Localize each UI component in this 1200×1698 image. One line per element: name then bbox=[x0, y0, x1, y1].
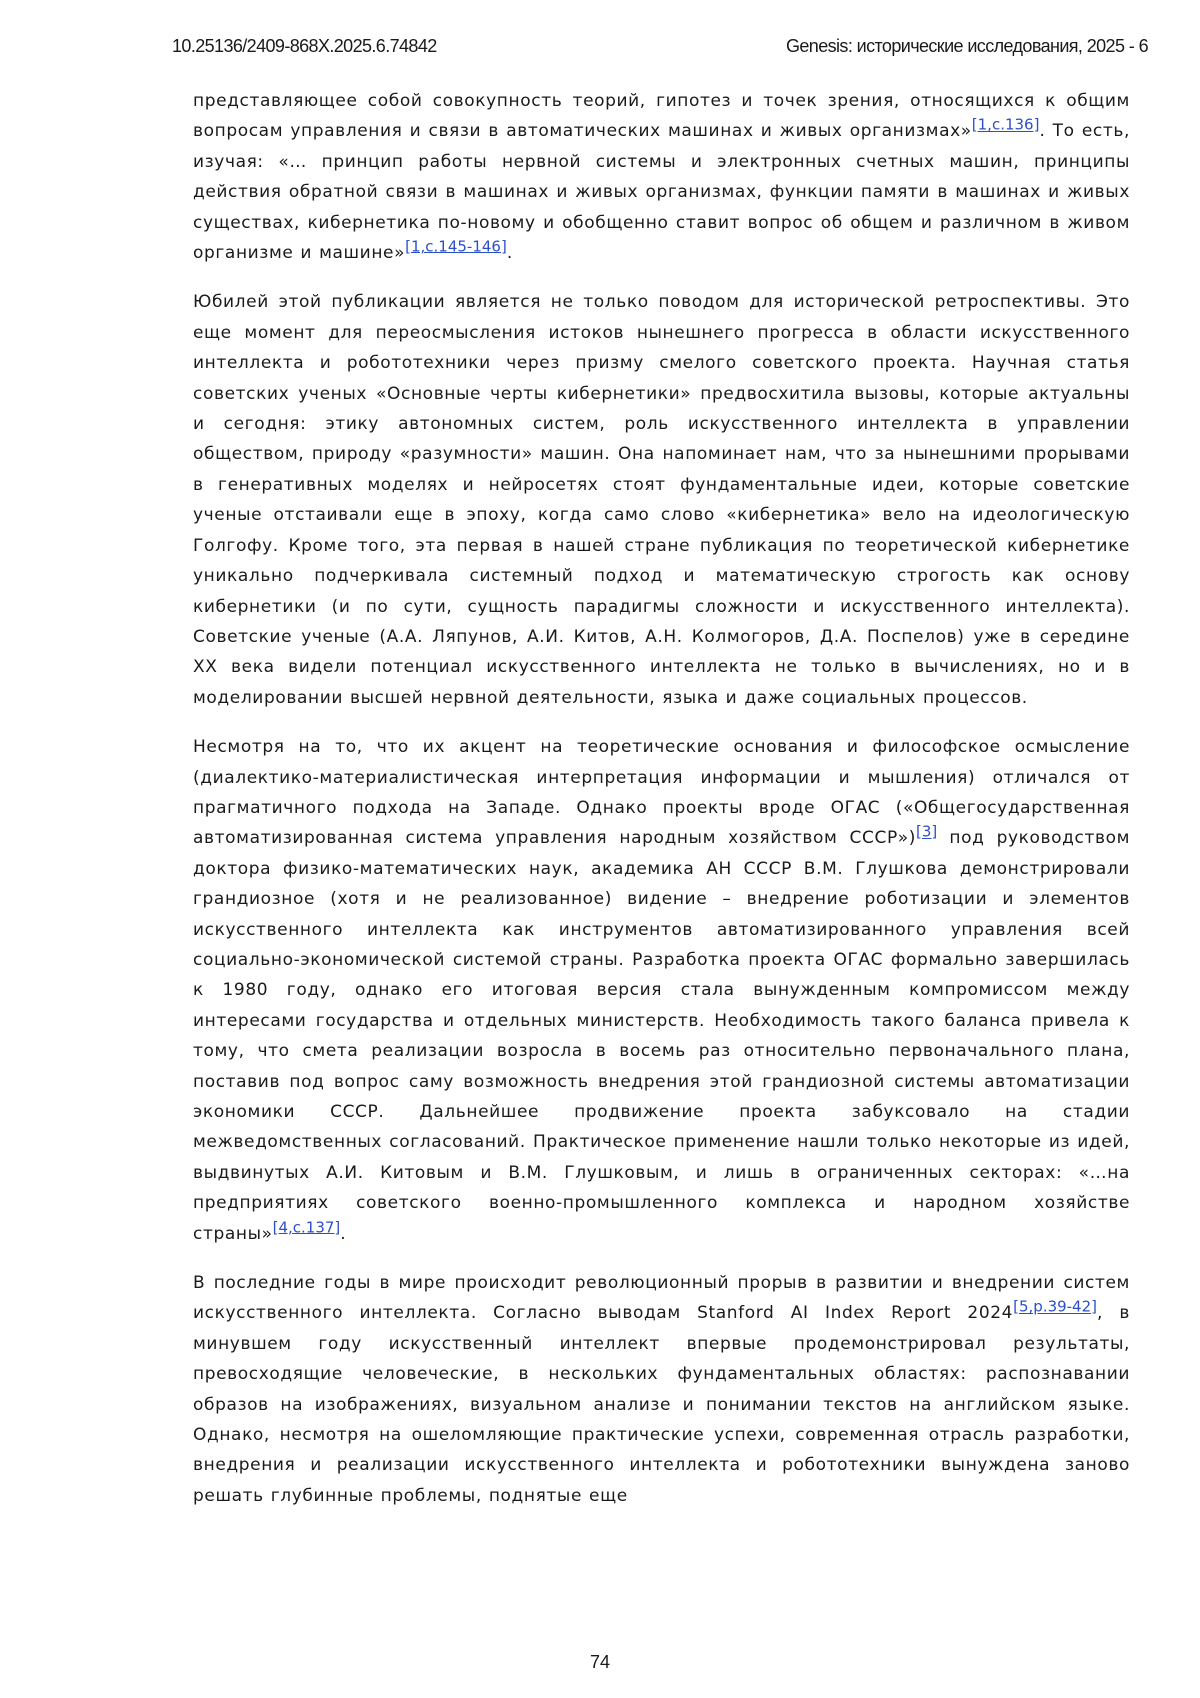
paragraph-2 bbox=[193, 287, 1130, 713]
paragraph-3 bbox=[193, 732, 1130, 1249]
citation-link[interactable]: [1,с.136] bbox=[971, 115, 1040, 134]
journal-header: Genesis: исторические исследования, 2025 - 6 bbox=[786, 36, 1148, 56]
citation-link[interactable]: [3] bbox=[916, 822, 938, 841]
page-number: 74 bbox=[589, 1652, 611, 1672]
paragraph-3-text-3: . bbox=[340, 1223, 347, 1244]
paragraph-1-text-2: . То есть, изучая: «… принцип работы нервной системы и электронных счетных машин, принципы действия обратной связи в машинах и живых организмах, функции памяти в машинах и живых существах, кибернетика по-новому и обобщенно ставит вопрос об общем и различном в живом организме и машине» bbox=[193, 121, 1130, 264]
citation-link[interactable]: [1,с.145-146] bbox=[405, 237, 507, 256]
paragraph-1 bbox=[193, 86, 1130, 268]
paragraph-4 bbox=[193, 1268, 1130, 1511]
paragraph-1-text-1: представляющее собой совокупность теорий, гипотез и точек зрения, относящихся к общим вопросам управления и связи в автоматических машинах и живых организмах» bbox=[193, 91, 1130, 142]
paragraph-4-text-2: , в минувшем году искусственный интеллект впервые продемонстрировал результаты, превосходящие человеческие, в нескольких фундаментальных областях: распознавании образов на изображениях, визуальном анализе и понимании текстов на английском языке. Однако, несмотря на ошеломляющие практические успехи, современная отрасль разработки, внедрения и реализации искусственного интеллекта и робототехники вынуждена заново решать глубинные проблемы, поднятые еще bbox=[193, 1303, 1130, 1506]
paragraph-4-text-1: В последние годы в мире происходит революционный прорыв в развитии и внедрении систем искусственного интеллекта. Согласно выводам Stanford AI Index Report 2024 bbox=[193, 1273, 1130, 1324]
article-body bbox=[193, 86, 1130, 1511]
paragraph-2-text-1: Юбилей этой публикации является не только поводом для исторической ретроспективы. Это еще момент для переосмысления истоков нынешнего прогресса в области искусственного интеллекта и робототехники через призму смелого советского проекта. Научная статья советских ученых «Основные черты кибернетики» предвосхитила вызовы, которые актуальны и сегодня: этику автономных систем, роль искусственного интеллекта в управлении обществом, природу «разумности» машин. Она напоминает нам, что за нынешними прорывами в генеративных моделях и нейросетях стоят фундаментальные идеи, которые советские ученые отстаивали еще в эпоху, когда само слово «кибернетика» вело на идеологическую Голгофу. Кроме того, эта первая в нашей стране публикация по теоретической кибернетике уникально подчеркивала системный подход и математическую строгость как основу кибернетики (и по сути, сущность парадигмы сложности и искусственного интеллекта). Советские ученые (А.А. Ляпунов, А.И. Китов, А.Н. Колмогоров, Д.А. Поспелов) уже в середине XX века видели потенциал искусственного интеллекта не только в вычислениях, но и в моделировании высшей нервной деятельности, языка и даже социальных процессов. bbox=[193, 292, 1130, 708]
citation-link[interactable]: [5,p.39-42] bbox=[1013, 1297, 1098, 1316]
paragraph-3-text-2: под руководством доктора физико-математических наук, академика АН СССР В.М. Глушкова демонстрировали грандиозное (хотя и не реализованное) видение – внедрение роботизации и элементов искусственного интеллекта как инструментов автоматизированного управления всей социально-экономической системой страны. Разработка проекта ОГАС формально завершилась к 1980 году, однако его итоговая версия стала вынужденным компромиссом между интересами государства и отдельных министерств. Необходимость такого баланса привела к тому, что смета реализации возросла в восемь раз относительно первоначального плана, поставив под вопрос саму возможность внедрения этой грандиозной системы автоматизации экономики СССР. Дальнейшее продвижение проекта забуксовало на стадии межведомственных согласований. Практическое применение нашли только некоторые из идей, выдвинутых А.И. Китовым и В.М. Глушковым, и лишь в ограниченных секторах: «…на предприятиях советского военно-промышленного комплекса и народном хозяйстве страны» bbox=[193, 828, 1130, 1244]
doi-header: 10.25136/2409-868X.2025.6.74842 bbox=[172, 36, 437, 56]
paragraph-3-text-1: Несмотря на то, что их акцент на теоретические основания и философское осмысление (диалектико-материалистическая интерпретация информации и мышления) отличался от прагматичного подхода на Западе. Однако проекты вроде ОГАС («Общегосударственная автоматизированная система управления народным хозяйством СССР») bbox=[193, 737, 1130, 849]
citation-link[interactable]: [4,с.137] bbox=[272, 1217, 341, 1236]
paragraph-1-text-3: . bbox=[506, 243, 513, 264]
